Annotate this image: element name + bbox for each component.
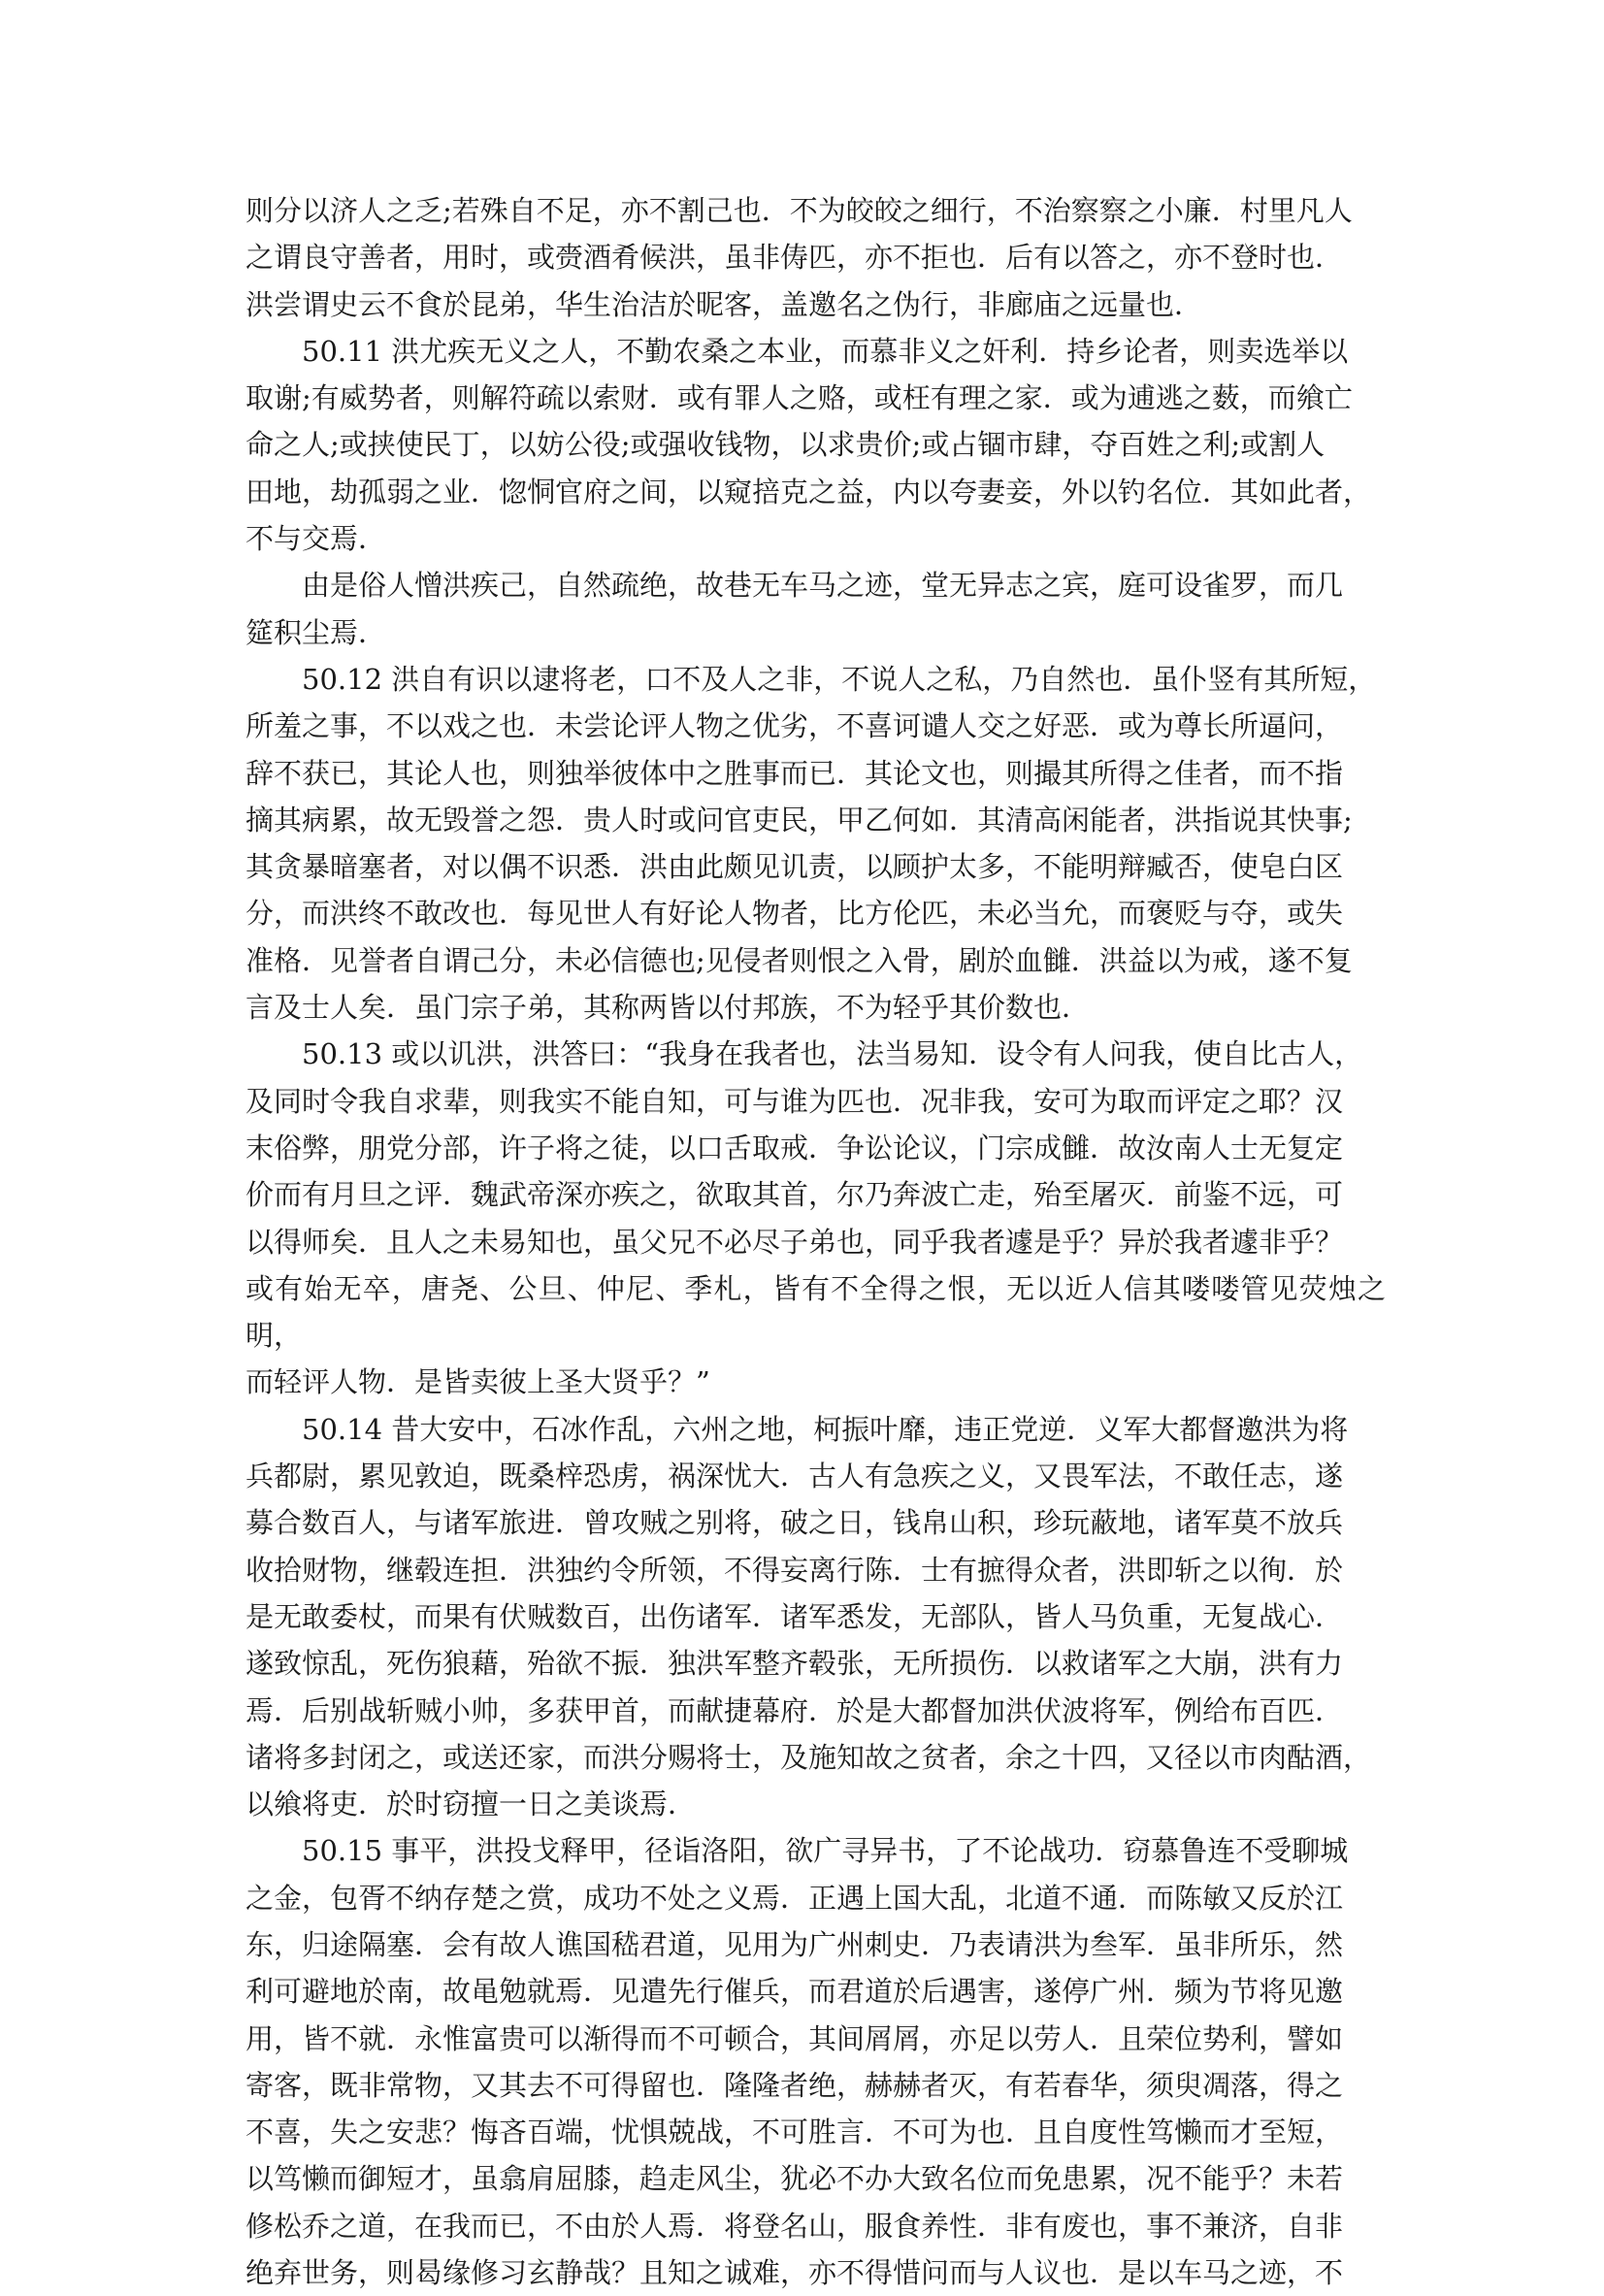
paragraph-continuation: 则分以济人之乏;若殊自不足，亦不割己也．不为皎皎之细行，不治察察之小廉．村里凡人 之谓良守善者，用时，或赍酒肴候洪，虽非俦匹，亦不拒也．后有以答之，亦不登时也． 洪尝谓史云不食於昆弟，华生治洁於昵客，盖邀名之伪行，非廊庙之远量也． xyxy=(246,194,1353,321)
paragraph-50-11-cont: 由是俗人憎洪疾己，自然疏绝，故巷无车马之迹，堂无异志之宾，庭可设雀罗，而几 筵积尘焉． xyxy=(246,569,1344,649)
paragraph-50-15: 50.15 事平，洪投戈释甲，径诣洛阳，欲广寻异书，了不论战功．窃慕鲁连不受聊城 之金，包胥不纳存楚之赏，成功不处之义焉．正遇上国大乱，北道不通．而陈敏又反於江 东，归途隔塞．会有故人谯国嵇君道，见用为广州刺史．乃表请洪为叁军．虽非所乐，然 利可避地於南，故黾勉就焉．见遣先行催兵，而君道於后遇害，遂停广州．频为节将见邀 用，皆不就．永惟富贵可以渐得而不可顿合，其间屑屑，亦足以劳人．且荣位势利，譬如 寄客，既非常物，又其去不可得留也．隆隆者绝，赫赫者灭，有若春华，须臾凋落，得之 不喜，失之安悲？悔吝百端，忧惧兢战，不可胜言．不可为也．且自度性笃懒而才至短， 以笃懒而御短才，虽翕肩屈膝，趋走风尘，犹必不办大致名位而免患累，况不能乎？未若 修松乔之道，在我而已，不由於人焉．将登名山，服食养性．非有废也，事不兼济，自非 绝弃世务，则曷缘修习玄静哉？且知之诚难，亦不得惜问而与人议也．是以车马之迹，不 xyxy=(246,1834,1349,2290)
paragraph-50-11: 50.11 洪尤疾无义之人，不勤农桑之本业，而慕非义之奸利．持乡论者，则卖选举以 取谢;有威势者，则解符疏以索财．或有罪人之赂，或枉有理之家．或为逋逃之薮，而飨亡 命之人;或挟使民丁，以妨公役;或强收钱物，以求贵价;或占锢市肆，夺百姓之利;或割人 田地，劫孤弱之业．惚恫官府之间，以窥掊克之益，内以夸妻妾，外以钓名位．其如此者， 不与交焉． xyxy=(246,334,1372,556)
paragraph-50-13: 50.13 或以讥洪，洪答曰：“我身在我者也，法当易知．设令有人问我，使自比古人， 及同时令我自求辈，则我实不能自知，可与谁为匹也．况非我，安可为取而评定之耶？汉 末俗弊，朋党分部，许子将之徒，以口舌取戒．争讼论议，门宗成雠．故汝南人士无复定 价而有月旦之评．魏武帝深亦疾之，欲取其首，尔乃奔波亡走，殆至屠灭．前鉴不远，可 以得师矣．且人之未易知也，虽父兄不必尽子弟也，同乎我者遽是乎？异於我者遽非乎？ 或有始无卒，唐尧、公旦、仲尼、季札，皆有不全得之恨，无以近人信其喽喽管见荧烛之明， 而轻评人物．是皆卖彼上圣大贤乎？” xyxy=(246,1037,1386,1399)
paragraph-50-14: 50.14 昔大安中，石冰作乱，六州之地，柯振叶靡，违正党逆．义军大都督邀洪为将 兵都尉，累见敦迫，既桑梓恐虏，祸深忧大．古人有急疾之义，又畏军法，不敢任志，遂 募合数百人，与诸军旅进．曾攻贼之别将，破之日，钱帛山积，珍玩蔽地，诸军莫不放兵 收拾财物，继毂连担．洪独约令所领，不得妄离行陈．士有摭得众者，洪即斩之以徇．於 是无敢委杖，而果有伏贼数百，出伤诸军．诸军悉发，无部队，皆人马负重，无复战心． 遂致惊乱，死伤狼藉，殆欲不振．独洪军整齐毂张，无所损伤．以救诸军之大崩，洪有力 焉．后别战斩贼小帅，多获甲首，而献捷幕府．於是大都督加洪伏波将军，例给布百匹． 诸将多封闭之，或送还家，而洪分赐将士，及施知故之贫者，余之十四，又径以市肉酤酒， 以飨将吏．於时窃擅一日之美谈焉． xyxy=(246,1412,1372,1821)
paragraph-50-12: 50.12 洪自有识以逮将老，口不及人之非，不说人之私，乃自然也．虽仆竖有其所短， 所羞之事，不以戏之也．未尝论评人物之优劣，不喜诃谴人交之好恶．或为尊长所逼问， 辞不获已，其论人也，则独举彼体中之胜事而已．其论文也，则撮其所得之佳者，而不指 摘其病累，故无毁誉之怨．贵人时或问官吏民，甲乙何如．其清高闲能者，洪指说其快事; 其贪暴暗塞者，对以偶不识悉．洪由此颇见讥责，以顾护太多，不能明辩臧否，使皂白区 分，而洪终不敢改也．每见世人有好论人物者，比方伦匹，未必当允，而褒贬与夺，或失 准格．见誉者自谓己分，未必信德也;见侵者则恨之入骨，剧於血雠．洪益以为戒，遂不复 言及士人矣．虽门宗子弟，其称两皆以付邦族，不为轻乎其价数也． xyxy=(246,662,1377,1025)
document-page xyxy=(246,187,1386,2296)
